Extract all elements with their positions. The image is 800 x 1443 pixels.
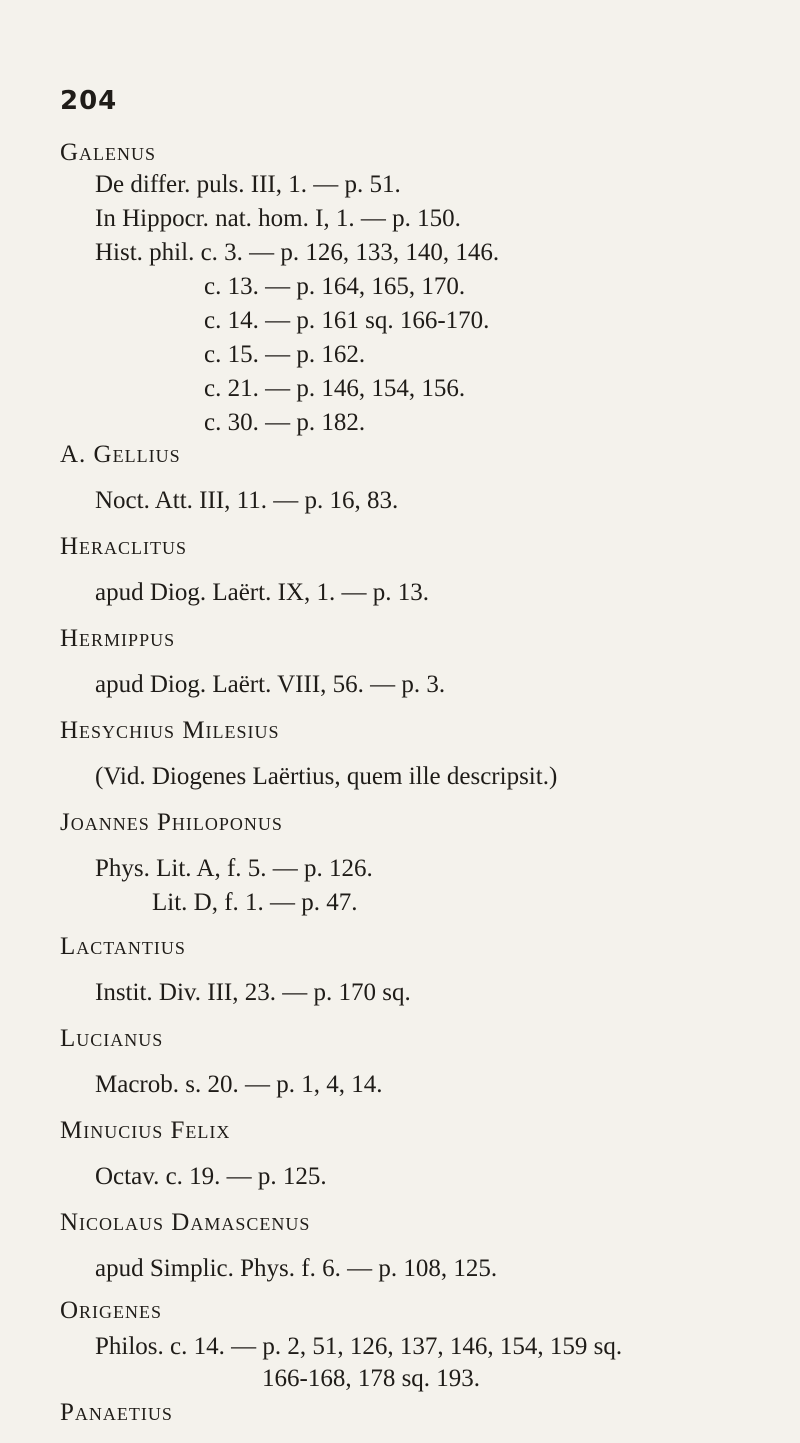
index-heading: Minucius Felix	[60, 1117, 231, 1144]
index-subentry: c. 30. — p. 182.	[204, 409, 366, 436]
index-continuation: 166-168, 178 sq. 193.	[262, 1365, 481, 1392]
index-heading: Lactantius	[60, 933, 186, 960]
index-entry: Philos. c. 14. — p. 2, 51, 126, 137, 146, 154, 159 sq.	[95, 1333, 623, 1360]
index-subentry: c. 15. — p. 162.	[204, 341, 366, 368]
index-entry: apud Diog. Laërt. VIII, 56. — p. 3.	[95, 671, 446, 698]
index-heading: Heraclitus	[60, 533, 188, 560]
index-entry: Phys. Lit. A, f. 5. — p. 126.	[95, 855, 373, 882]
index-entry: Macrob. s. 20. — p. 1, 4, 14.	[95, 1071, 383, 1098]
index-entry: (Vid. Diogenes Laërtius, quem ille descripsit.)	[95, 763, 558, 790]
index-entry: apud Simplic. Phys. f. 6. — p. 108, 125.	[95, 1255, 498, 1282]
index-heading: Panaetius	[60, 1399, 173, 1426]
index-entry: Instit. Div. III, 23. — p. 170 sq.	[95, 979, 411, 1006]
index-heading: Joannes Philoponus	[60, 809, 283, 836]
index-heading: Origenes	[60, 1297, 163, 1324]
index-subentry: c. 13. — p. 164, 165, 170.	[204, 273, 466, 300]
index-entry: Hist. phil. c. 3. — p. 126, 133, 140, 146.	[95, 239, 500, 266]
index-subentry: c. 14. — p. 161 sq. 166-170.	[204, 307, 490, 334]
index-heading: Hesychius Milesius	[60, 717, 280, 744]
page-number: 204	[60, 86, 118, 116]
index-heading: Hermippus	[60, 625, 176, 652]
index-subentry: c. 21. — p. 146, 154, 156.	[204, 375, 466, 402]
index-heading: Nicolaus Damascenus	[60, 1209, 311, 1236]
index-entry: In Hippocr. nat. hom. I, 1. — p. 150.	[95, 205, 461, 232]
index-heading: Lucianus	[60, 1025, 164, 1052]
index-entry: De differ. puls. III, 1. — p. 51.	[95, 171, 401, 198]
index-heading: Galenus	[60, 139, 157, 166]
index-entry: Noct. Att. III, 11. — p. 16, 83.	[95, 487, 399, 514]
index-entry: apud Diog. Laërt. IX, 1. — p. 13.	[95, 579, 429, 606]
index-heading: A. Gellius	[60, 441, 181, 468]
index-entry: Octav. c. 19. — p. 125.	[95, 1163, 327, 1190]
index-subentry: Lit. D, f. 1. — p. 47.	[152, 889, 358, 916]
